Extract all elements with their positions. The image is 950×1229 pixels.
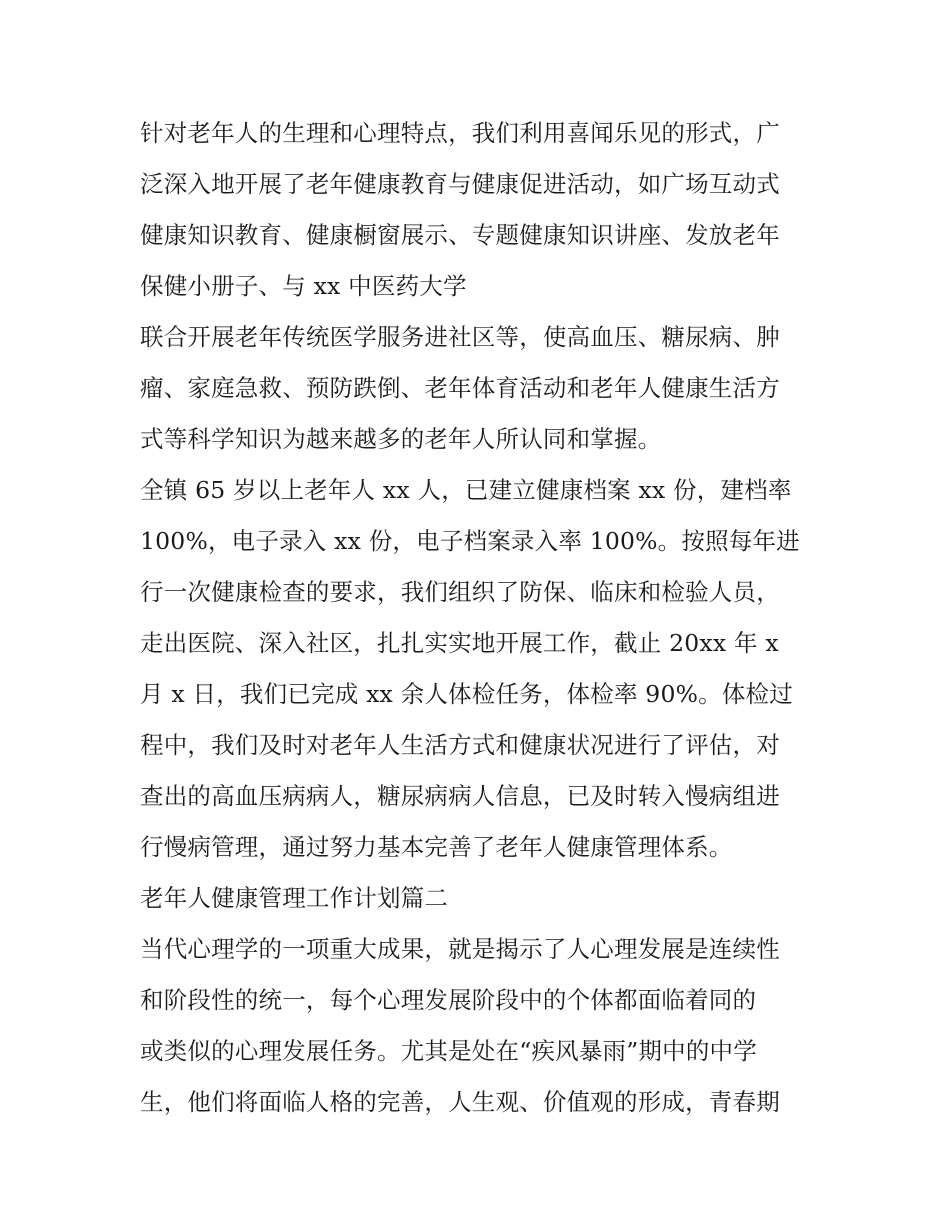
text-line: 健康知识教育、健康橱窗展示、专题健康知识讲座、发放老年 bbox=[140, 221, 780, 249]
text-line: 针对老年人的生理和心理特点，我们利用喜闻乐见的形式，广 bbox=[140, 119, 780, 147]
text-line: 当代心理学的一项重大成果，就是揭示了人心理发展是连续性 bbox=[140, 935, 780, 963]
text-line: 瘤、家庭急救、预防跌倒、老年体育活动和老年人健康生活方 bbox=[140, 374, 780, 402]
text-line: 全镇 65 岁以上老年人 xx 人，已建立健康档案 xx 份，建档率 bbox=[140, 476, 792, 504]
text-line: 泛深入地开展了老年健康教育与健康促进活动，如广场互动式 bbox=[140, 170, 780, 198]
document-body bbox=[140, 108, 820, 1128]
text-line: 走出医院、深入社区，扎扎实实地开展工作，截止 20xx 年 x bbox=[140, 629, 779, 657]
text-line: 式等科学知识为越来越多的老年人所认同和掌握。 bbox=[140, 425, 662, 453]
text-line: 月 x 日，我们已完成 xx 余人体检任务，体检率 90%。体检过 bbox=[140, 680, 793, 708]
text-line: 100%，电子录入 xx 份，电子档案录入率 100%。按照每年进 bbox=[140, 527, 800, 555]
text-line: 程中，我们及时对老年人生活方式和健康状况进行了评估，对 bbox=[140, 731, 780, 759]
text-line: 和阶段性的统一，每个心理发展阶段中的个体都面临着同的 bbox=[140, 986, 757, 1014]
text-line: 或类似的心理发展任务。尤其是处在“疾风暴雨”期中的中学 bbox=[140, 1037, 757, 1065]
text-line: 行慢病管理，通过努力基本完善了老年人健康管理体系。 bbox=[140, 833, 733, 861]
text-line: 行一次健康检查的要求，我们组织了防保、临床和检验人员， bbox=[140, 578, 780, 606]
text-line: 保健小册子、与 xx 中医药大学 bbox=[140, 272, 467, 300]
text-line: 生，他们将面临人格的完善，人生观、价值观的形成，青春期 bbox=[140, 1088, 780, 1116]
text-line: 查出的高血压病病人，糖尿病病人信息，已及时转入慢病组进 bbox=[140, 782, 780, 810]
text-line: 联合开展老年传统医学服务进社区等，使高血压、糖尿病、肿 bbox=[140, 323, 780, 351]
section-heading: 老年人健康管理工作计划篇二 bbox=[140, 884, 449, 912]
